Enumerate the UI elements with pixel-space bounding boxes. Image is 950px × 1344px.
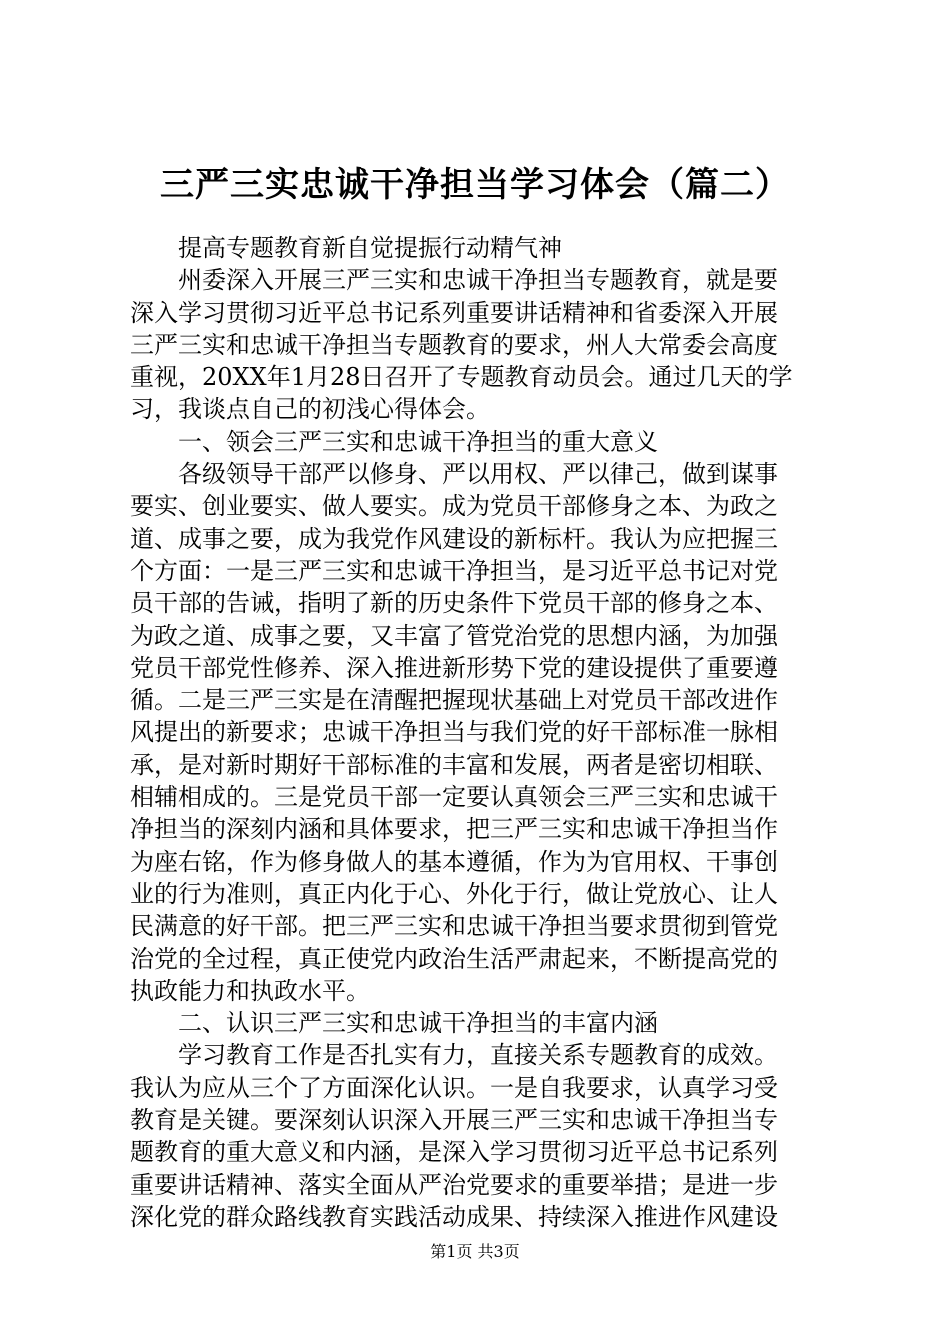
paragraph-line: 我认为应从三个了方面深化认识。一是自我要求，认真学习受 [130, 1073, 778, 1102]
paragraph-line: 治党的全过程，真正使党内政治生活严肃起来，不断提高党的 [130, 944, 778, 973]
paragraph-line: 各级领导干部严以修身、严以用权、严以律己，做到谋事 [178, 460, 778, 489]
paragraph-line: 重视，20XX年1月28日召开了专题教育动员会。通过几天的学 [130, 363, 793, 392]
paragraph-line: 道、成事之要，成为我党作风建设的新标杆。我认为应把握三 [130, 524, 778, 553]
document-title: 三严三实忠诚干净担当学习体会（篇二） [160, 165, 790, 205]
paragraph-line: 风提出的新要求；忠诚干净担当与我们党的好干部标准一脉相 [130, 718, 778, 747]
section-heading: 二、认识三严三实和忠诚干净担当的丰富内涵 [178, 1009, 658, 1038]
paragraph-line: 净担当的深刻内涵和具体要求，把三严三实和忠诚干净担当作 [130, 815, 778, 844]
paragraph-line: 习，我谈点自己的初浅心得体会。 [130, 395, 490, 424]
page-number: 第1页 共3页 [430, 1242, 520, 1261]
paragraph-line: 民满意的好干部。把三严三实和忠诚干净担当要求贯彻到管党 [130, 912, 778, 941]
paragraph-line: 州委深入开展三严三实和忠诚干净担当专题教育，就是要 [178, 266, 778, 295]
paragraph-line: 题教育的重大意义和内涵，是深入学习贯彻习近平总书记系列 [130, 1138, 778, 1167]
paragraph-line: 相辅相成的。三是党员干部一定要认真领会三严三实和忠诚干 [130, 783, 778, 812]
paragraph-line: 员干部的告诫，指明了新的历史条件下党员干部的修身之本、 [130, 589, 778, 618]
section-heading: 一、领会三严三实和忠诚干净担当的重大意义 [178, 427, 658, 456]
paragraph-line: 循。二是三严三实是在清醒把握现状基础上对党员干部改进作 [130, 686, 778, 715]
paragraph-line: 学习教育工作是否扎实有力，直接关系专题教育的成效。 [178, 1041, 778, 1070]
paragraph-line: 深化党的群众路线教育实践活动成果、持续深入推进作风建设 [130, 1202, 778, 1231]
paragraph-line: 深入学习贯彻习近平总书记系列重要讲话精神和省委深入开展 [130, 298, 778, 327]
document-body [130, 232, 828, 1233]
paragraph-line: 执政能力和执政水平。 [130, 976, 370, 1005]
paragraph-line: 为座右铭，作为修身做人的基本遵循，作为为官用权、干事创 [130, 847, 778, 876]
paragraph-line: 承，是对新时期好干部标准的丰富和发展，两者是密切相联、 [130, 750, 778, 779]
paragraph-line: 重要讲话精神、落实全面从严治党要求的重要举措；是进一步 [130, 1170, 778, 1199]
paragraph-line: 要实、创业要实、做人要实。成为党员干部修身之本、为政之 [130, 492, 778, 521]
paragraph-line: 党员干部党性修养、深入推进新形势下党的建设提供了重要遵 [130, 653, 778, 682]
paragraph-line: 三严三实和忠诚干净担当专题教育的要求，州人大常委会高度 [130, 330, 778, 359]
paragraph-line: 业的行为准则，真正内化于心、外化于行，做让党放心、让人 [130, 879, 778, 908]
paragraph-line: 个方面：一是三严三实和忠诚干净担当，是习近平总书记对党 [130, 556, 778, 585]
paragraph-line: 教育是关键。要深刻认识深入开展三严三实和忠诚干净担当专 [130, 1106, 778, 1135]
paragraph-line: 为政之道、成事之要，又丰富了管党治党的思想内涵，为加强 [130, 621, 778, 650]
subtitle-line: 提高专题教育新自觉提振行动精气神 [178, 234, 562, 262]
